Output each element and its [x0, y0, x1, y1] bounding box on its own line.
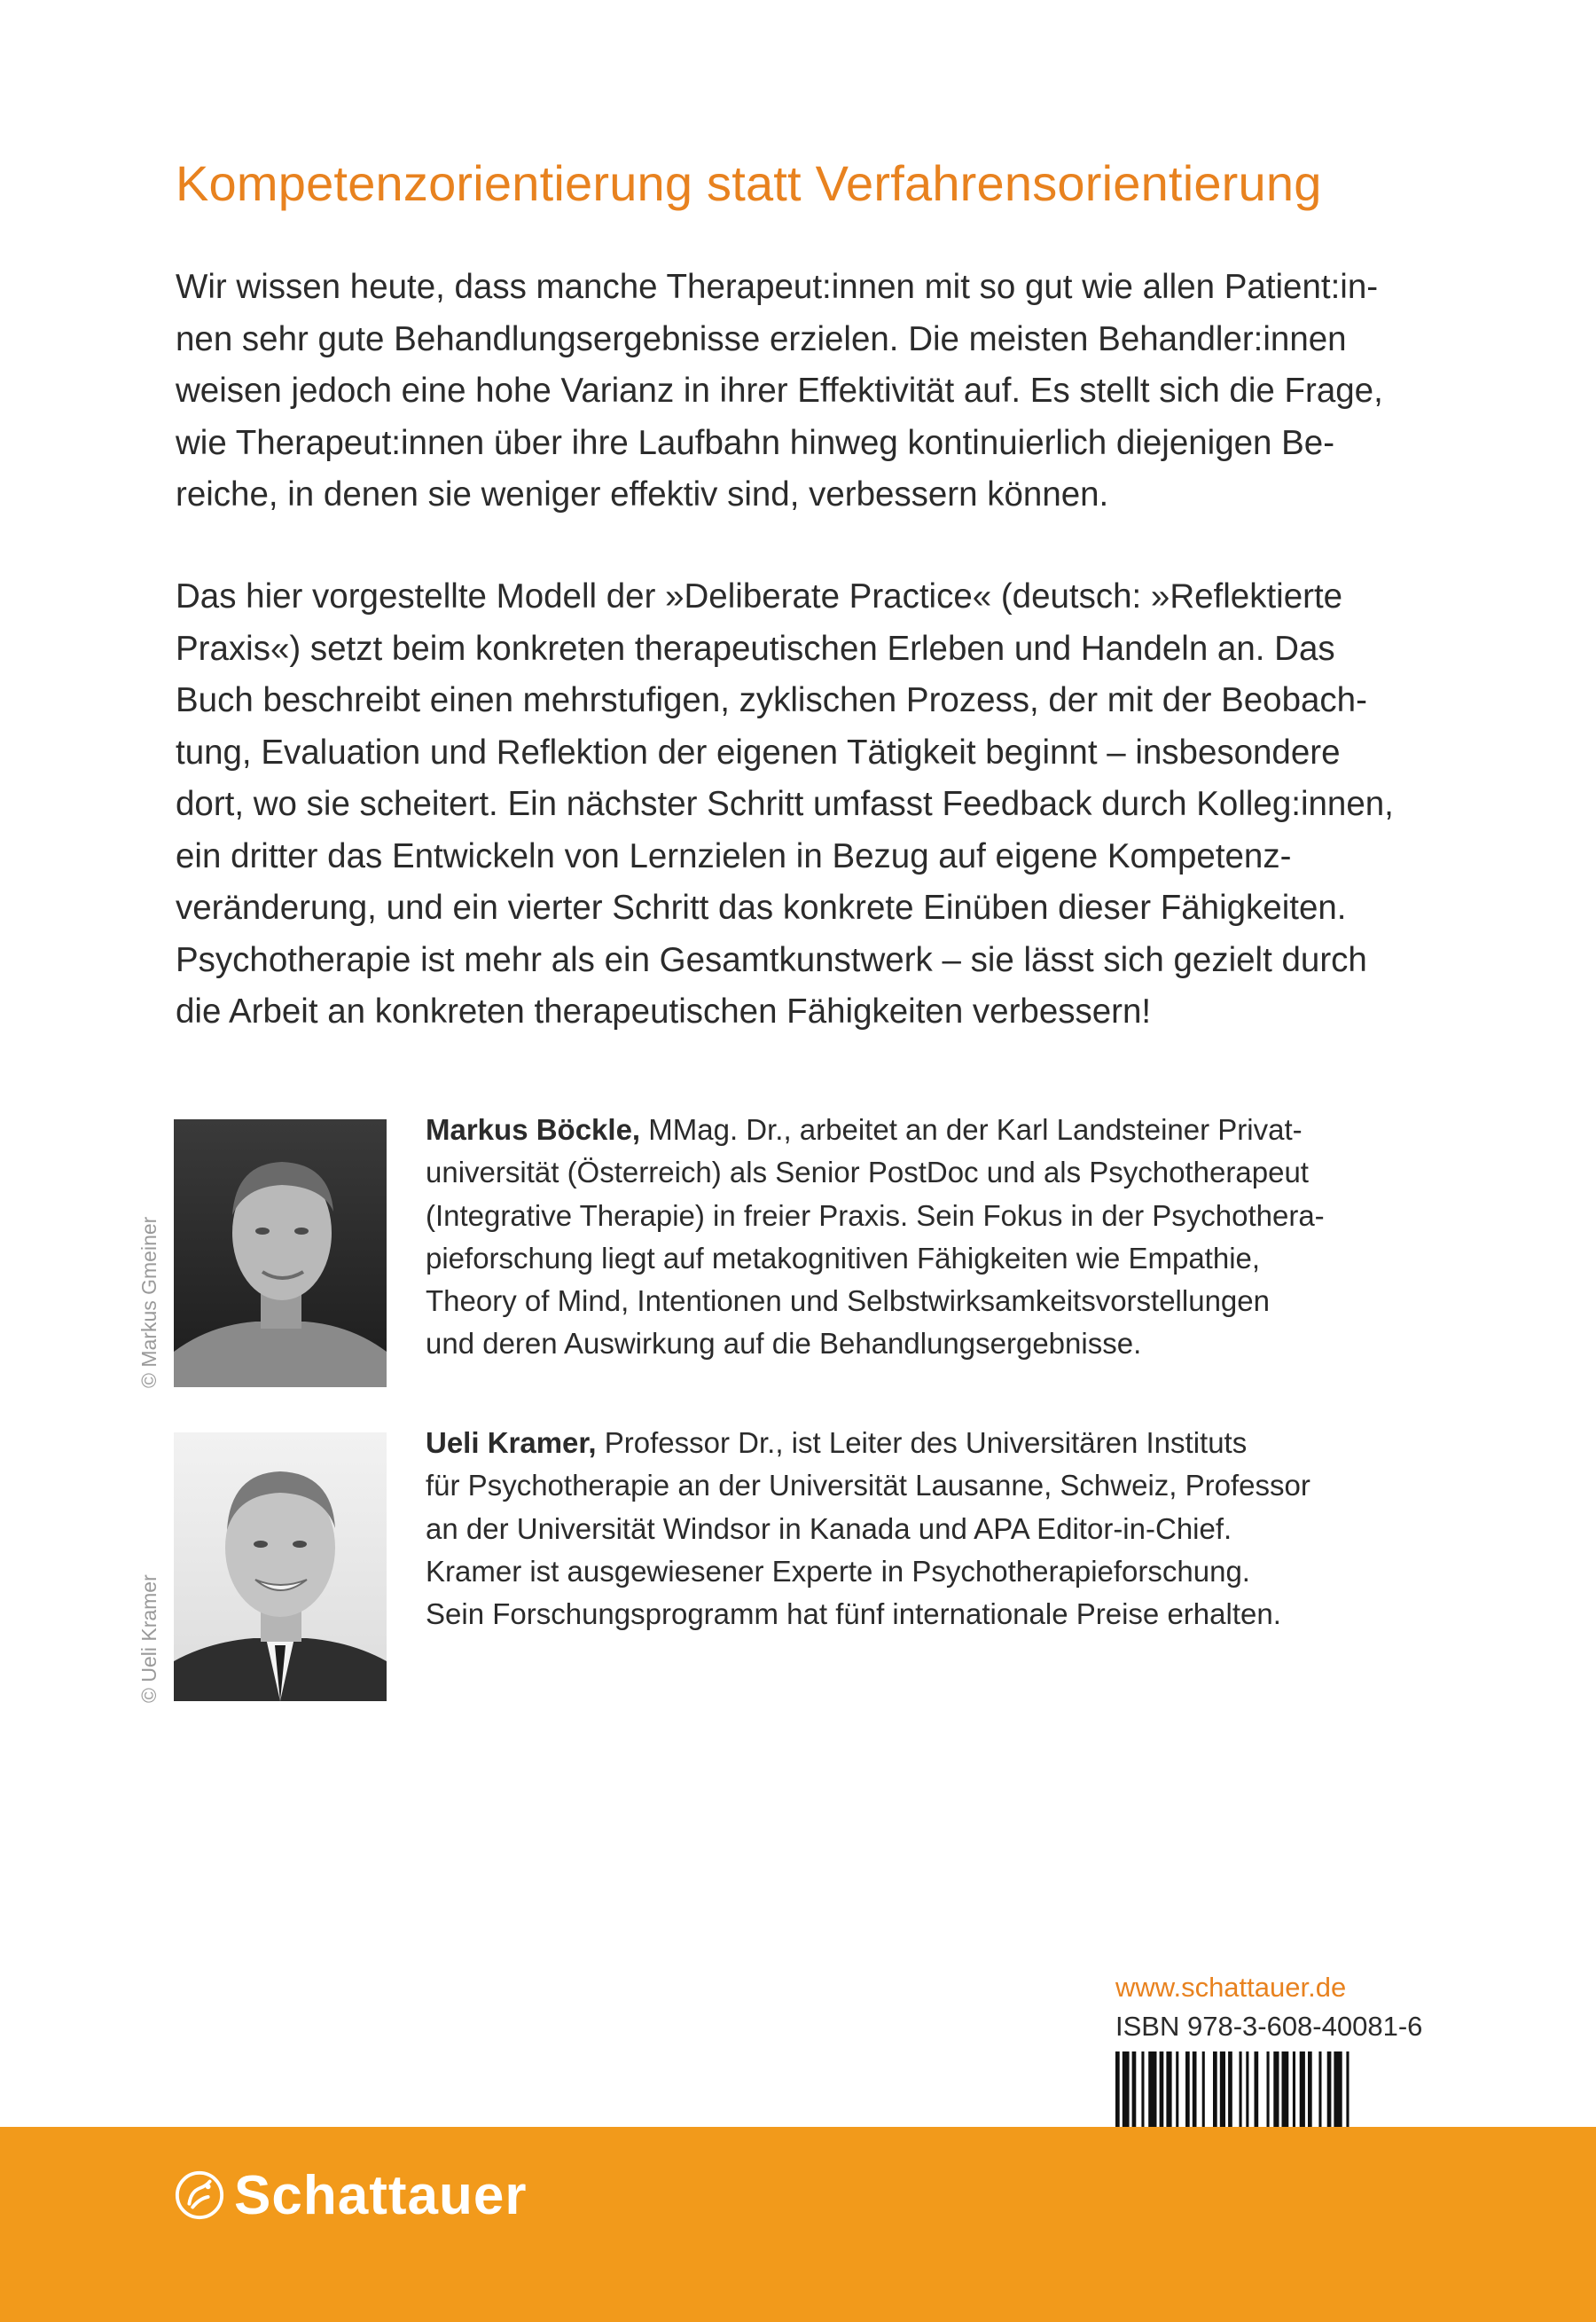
barcode-bar	[1273, 2051, 1279, 2130]
barcode-bar	[1176, 2051, 1178, 2130]
bio-line: Theory of Mind, Intentionen und Selbstwirksamkeitsvorstellungen	[426, 1284, 1270, 1318]
barcode-bar	[1213, 2051, 1217, 2130]
bio-line: und deren Auswirkung auf die Behandlungsergebnisse.	[426, 1327, 1142, 1361]
bio-line-rest: Professor Dr., ist Leiter des Universitären Instituts	[596, 1426, 1248, 1459]
paragraph-line: weisen jedoch eine hohe Varianz in ihrer Effektivität auf. Es stellt sich die Frage,	[176, 372, 1383, 410]
barcode-bar	[1293, 2051, 1295, 2130]
photo-credit: © Ueli Kramer	[137, 1574, 160, 1703]
barcode-bar	[1346, 2051, 1349, 2130]
publisher-name: Schattauer	[234, 2164, 528, 2226]
barcode-bar	[1334, 2051, 1342, 2130]
barcode-bar	[1185, 2051, 1190, 2130]
bio-line: an der Universität Windsor in Kanada und APA Editor-in-Chief.	[426, 1511, 1232, 1545]
barcode-icon	[1115, 2051, 1422, 2130]
portrait-icon	[174, 1432, 387, 1701]
isbn: ISBN 978-3-608-40081-6	[1115, 2011, 1423, 2042]
paragraph-line: tung, Evaluation und Reflektion der eigenen Tätigkeit beginnt – insbesondere	[176, 733, 1341, 772]
bio-line: universität (Österreich) als Senior PostDoc und als Psychotherapeut	[426, 1156, 1309, 1189]
schattauer-logo-icon	[174, 2169, 225, 2221]
bio-line	[426, 1109, 1490, 1151]
barcode-bar	[1267, 2051, 1270, 2130]
author-name: Markus Böckle,	[426, 1113, 641, 1146]
paragraph-line: wie Therapeut:innen über ihre Laufbahn hinweg kontinuierlich diejenigen Be-	[176, 423, 1335, 462]
barcode-bar	[1327, 2051, 1332, 2130]
barcode-bar	[1220, 2051, 1225, 2130]
paragraph-line: die Arbeit an konkreten therapeutischen Fähigkeiten verbessern!	[176, 992, 1152, 1031]
barcode-bar	[1202, 2051, 1205, 2130]
publisher-logo	[174, 2160, 527, 2231]
publisher-website[interactable]: www.schattauer.de	[1115, 1972, 1347, 2003]
paragraph-line: Wir wissen heute, dass manche Therapeut:innen mit so gut wie allen Patient:in-	[176, 268, 1379, 306]
paragraph-line: Buch beschreibt einen mehrstufigen, zyklischen Prozess, der mit der Beobach-	[176, 681, 1367, 719]
bio-line	[426, 1422, 1490, 1464]
bio-line: Sein Forschungsprogramm hat fünf internationale Preise erhalten.	[426, 1597, 1281, 1631]
barcode-bar	[1115, 2051, 1120, 2130]
photo-credit: © Markus Gmeiner	[137, 1216, 160, 1388]
barcode-bar	[1255, 2051, 1259, 2130]
bio-line: (Integrative Therapie) in freier Praxis. Sein Fokus in der Psychothera-	[426, 1198, 1325, 1232]
paragraph-line: Psychotherapie ist mehr als ein Gesamtkunstwerk – sie lässt sich gezielt durch	[176, 940, 1367, 979]
author-photo	[174, 1119, 387, 1387]
paragraph-intro	[176, 262, 1443, 522]
barcode-bar	[1246, 2051, 1248, 2130]
barcode-bar	[1123, 2051, 1130, 2130]
bio-line: für Psychotherapie an der Universität Lausanne, Schweiz, Professor	[426, 1469, 1310, 1502]
barcode-bar	[1282, 2051, 1289, 2130]
barcode-bar	[1148, 2051, 1156, 2130]
barcode-bar	[1160, 2051, 1164, 2130]
barcode-bar	[1318, 2051, 1321, 2130]
author-name: Ueli Kramer,	[426, 1426, 597, 1459]
paragraph-line: ein dritter das Entwickeln von Lernzielen in Bezug auf eigene Kompetenz-	[176, 836, 1292, 875]
paragraph-line: reiche, in denen sie weniger effektiv sind, verbessern können.	[176, 475, 1109, 514]
paragraph-line: veränderung, und ein vierter Schritt das konkrete Einüben dieser Fähigkeiten.	[176, 889, 1347, 927]
barcode-bar	[1308, 2051, 1312, 2130]
headline: Kompetenzorientierung statt Verfahrensorientierung	[176, 155, 1322, 211]
barcode-bar	[1228, 2051, 1232, 2130]
paragraph-line: nen sehr gute Behandlungsergebnisse erzielen. Die meisten Behandler:innen	[176, 319, 1347, 358]
barcode-bar	[1132, 2051, 1137, 2130]
author-photo	[174, 1432, 387, 1701]
barcode-bar	[1141, 2051, 1144, 2130]
barcode-bar	[1240, 2051, 1242, 2130]
bio-line-rest: MMag. Dr., arbeitet an der Karl Landsteiner Privat-	[640, 1113, 1303, 1146]
portrait-icon	[174, 1119, 387, 1387]
paragraph-line: dort, wo sie scheitert. Ein nächster Schritt umfasst Feedback durch Kolleg:innen,	[176, 785, 1394, 823]
bio-line: Kramer ist ausgewiesener Experte in Psychotherapieforschung.	[426, 1554, 1250, 1588]
paragraph-model	[176, 571, 1443, 1039]
bio-line: pieforschung liegt auf metakognitiven Fähigkeiten wie Empathie,	[426, 1241, 1261, 1275]
paragraph-line: Praxis«) setzt beim konkreten therapeutischen Erleben und Handeln an. Das	[176, 629, 1335, 668]
barcode-bar	[1193, 2051, 1197, 2130]
author-bio	[426, 1422, 1490, 1636]
barcode-bar	[1166, 2051, 1171, 2130]
paragraph-line: Das hier vorgestellte Modell der »Deliberate Practice« (deutsch: »Reflektierte	[176, 577, 1343, 616]
author-bio	[426, 1109, 1490, 1366]
barcode-bar	[1300, 2051, 1305, 2130]
